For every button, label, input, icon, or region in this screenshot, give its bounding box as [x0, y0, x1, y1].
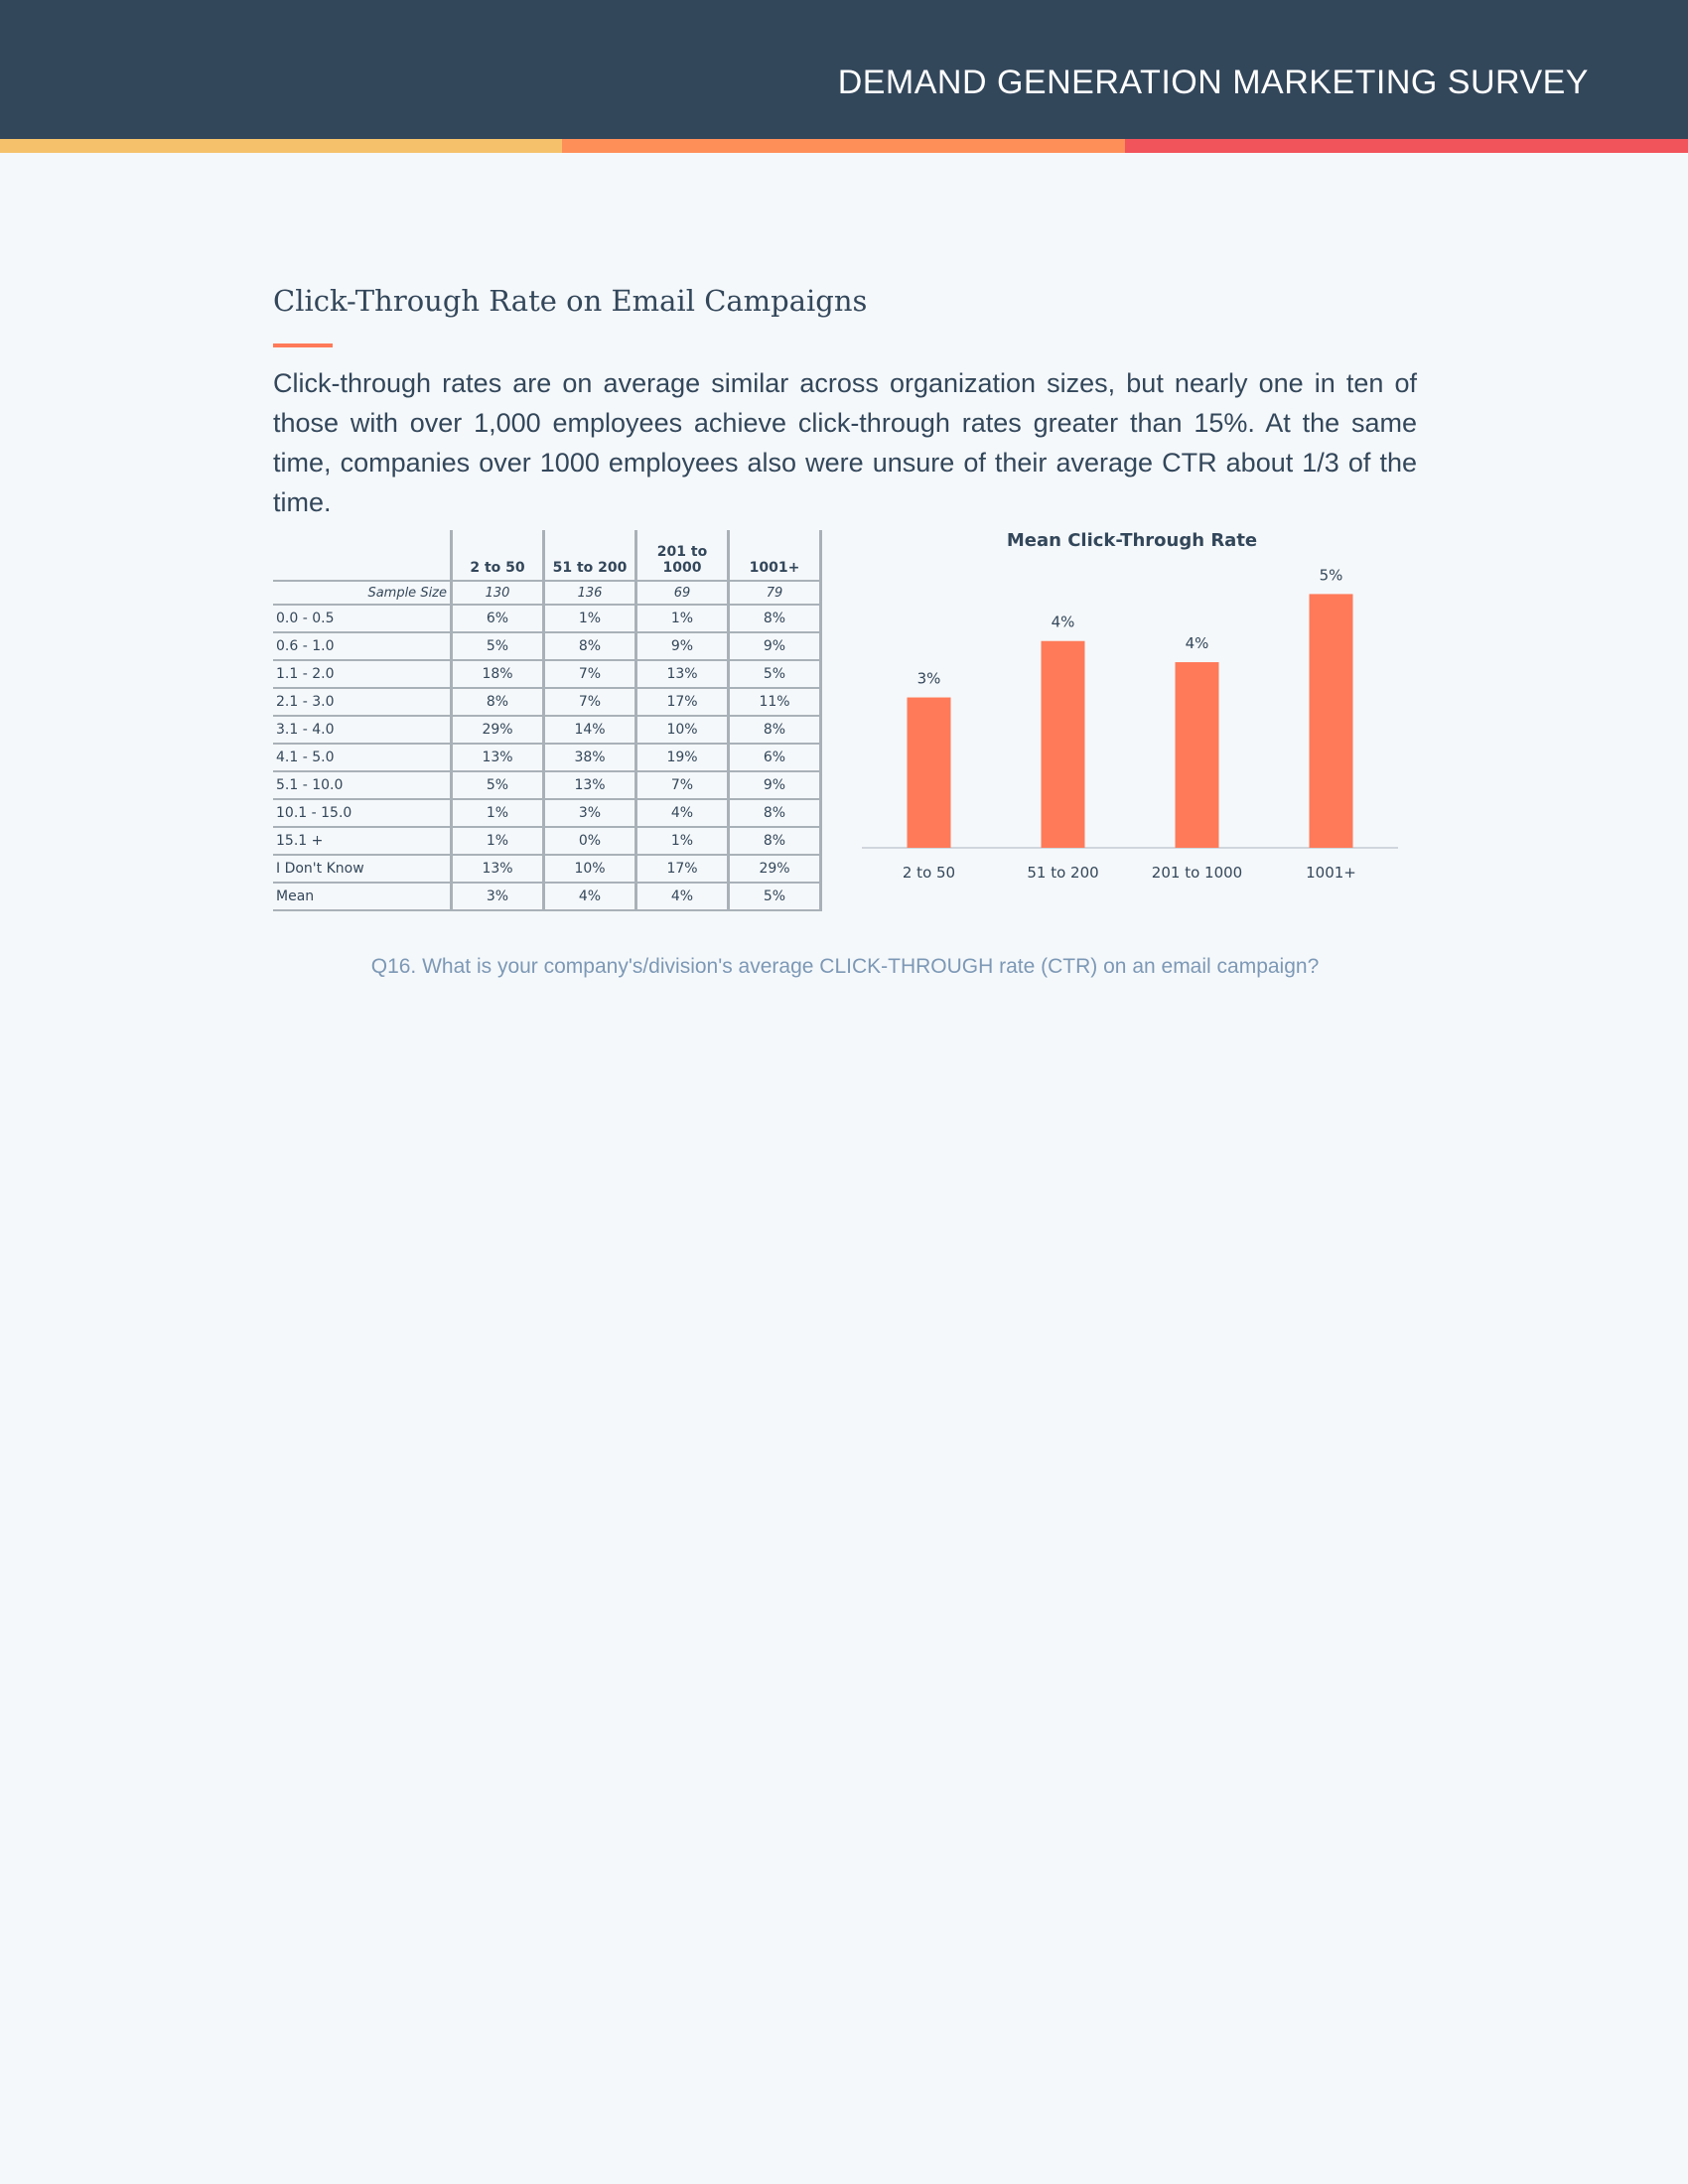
- table-cell: 136: [544, 581, 636, 605]
- table-row: [273, 883, 821, 910]
- row-label: I Don't Know: [273, 855, 452, 883]
- table-cell: 11%: [729, 688, 821, 716]
- table-row: [273, 771, 821, 799]
- row-label: Sample Size: [273, 581, 452, 605]
- table-cell: 8%: [544, 632, 636, 660]
- question-caption: Q16. What is your company's/division's average CLICK-THROUGH rate (CTR) on an email campaign?: [370, 955, 1320, 978]
- table-row: [273, 716, 821, 744]
- bar-data-label: 5%: [1319, 566, 1343, 585]
- row-label: Mean: [273, 883, 452, 910]
- table-cell: 79: [729, 581, 821, 605]
- ctr-bar-chart: [854, 526, 1410, 903]
- chart-bar: [1042, 641, 1085, 848]
- column-header: 51 to 200: [544, 530, 636, 581]
- table-cell: 3%: [452, 883, 544, 910]
- table-cell: 8%: [729, 827, 821, 855]
- table-cell: 8%: [729, 716, 821, 744]
- table-corner: [273, 530, 452, 581]
- column-header: 201 to 1000: [636, 530, 729, 581]
- table-cell: 4%: [636, 799, 729, 827]
- row-label: 0.6 - 1.0: [273, 632, 452, 660]
- intro-paragraph: Click-through rates are on average similar across organization sizes, but nearly one in ten of those with over 1,000 employees achieve click-through rates greater than 15%. At the same time, companies over 1000 employees also were unsure of their average CTR about 1/3 of the time.: [273, 368, 1417, 517]
- table-cell: 5%: [452, 771, 544, 799]
- table-cell: 4%: [636, 883, 729, 910]
- table-cell: 8%: [729, 799, 821, 827]
- chart-bar: [908, 698, 951, 848]
- table-cell: 8%: [452, 688, 544, 716]
- row-label: 5.1 - 10.0: [273, 771, 452, 799]
- chart-title: Mean Click-Through Rate: [1006, 530, 1258, 551]
- bar-data-label: 3%: [916, 669, 941, 688]
- x-tick-label: 51 to 200: [1027, 864, 1099, 882]
- table-row: [273, 688, 821, 716]
- table-cell: 17%: [636, 855, 729, 883]
- survey-title: DEMAND GENERATION MARKETING SURVEY: [837, 64, 1589, 101]
- table-cell: 1%: [544, 605, 636, 632]
- table-cell: 29%: [729, 855, 821, 883]
- x-tick-label: 201 to 1000: [1151, 864, 1243, 882]
- row-label: 10.1 - 15.0: [273, 799, 452, 827]
- table-cell: 9%: [729, 771, 821, 799]
- table-row: [273, 744, 821, 771]
- table-cell: 7%: [544, 660, 636, 688]
- sample-size-row: [273, 581, 821, 605]
- table-cell: 38%: [544, 744, 636, 771]
- table-cell: 14%: [544, 716, 636, 744]
- table-cell: 130: [452, 581, 544, 605]
- table-body: [273, 581, 821, 910]
- table-cell: 1%: [452, 799, 544, 827]
- table-cell: 18%: [452, 660, 544, 688]
- row-label: 2.1 - 3.0: [273, 688, 452, 716]
- x-tick-label: 2 to 50: [902, 864, 956, 882]
- title-underline: [273, 343, 333, 347]
- bar-data-label: 4%: [1185, 634, 1209, 653]
- bar-data-label: 4%: [1051, 613, 1075, 631]
- accent-stripe-yellow: [0, 139, 562, 153]
- table-cell: 13%: [544, 771, 636, 799]
- table-cell: 1%: [452, 827, 544, 855]
- row-label: 15.1 +: [273, 827, 452, 855]
- table-cell: 19%: [636, 744, 729, 771]
- table-cell: 13%: [452, 855, 544, 883]
- table-cell: 13%: [452, 744, 544, 771]
- table-cell: 9%: [729, 632, 821, 660]
- table-cell: 9%: [636, 632, 729, 660]
- ctr-table: [273, 530, 822, 911]
- accent-stripe-red: [1125, 139, 1688, 153]
- table-row: [273, 799, 821, 827]
- table-cell: 17%: [636, 688, 729, 716]
- table-cell: 10%: [636, 716, 729, 744]
- table-cell: 5%: [452, 632, 544, 660]
- chart-bar: [1176, 662, 1219, 848]
- table-cell: 4%: [544, 883, 636, 910]
- row-label: 1.1 - 2.0: [273, 660, 452, 688]
- table-cell: 7%: [544, 688, 636, 716]
- table-cell: 69: [636, 581, 729, 605]
- table-cell: 3%: [544, 799, 636, 827]
- table-header-row: [273, 530, 821, 581]
- table-cell: 5%: [729, 883, 821, 910]
- table-row: [273, 605, 821, 632]
- row-label: 3.1 - 4.0: [273, 716, 452, 744]
- table-cell: 1%: [636, 827, 729, 855]
- table-row: [273, 855, 821, 883]
- table-row: [273, 660, 821, 688]
- row-label: 4.1 - 5.0: [273, 744, 452, 771]
- table-cell: 1%: [636, 605, 729, 632]
- section-title: Click-Through Rate on Email Campaigns: [273, 284, 868, 318]
- page-header: [0, 0, 1688, 139]
- table-cell: 7%: [636, 771, 729, 799]
- table-cell: 13%: [636, 660, 729, 688]
- table-row: [273, 632, 821, 660]
- accent-stripe-orange: [562, 139, 1125, 153]
- x-tick-label: 1001+: [1306, 864, 1356, 882]
- table-row: [273, 827, 821, 855]
- chart-bar: [1310, 594, 1353, 848]
- table-cell: 5%: [729, 660, 821, 688]
- column-header: 1001+: [729, 530, 821, 581]
- column-header: 2 to 50: [452, 530, 544, 581]
- table-cell: 29%: [452, 716, 544, 744]
- row-label: 0.0 - 0.5: [273, 605, 452, 632]
- table-cell: 6%: [729, 744, 821, 771]
- table-cell: 8%: [729, 605, 821, 632]
- table-cell: 0%: [544, 827, 636, 855]
- table-cell: 10%: [544, 855, 636, 883]
- table-cell: 6%: [452, 605, 544, 632]
